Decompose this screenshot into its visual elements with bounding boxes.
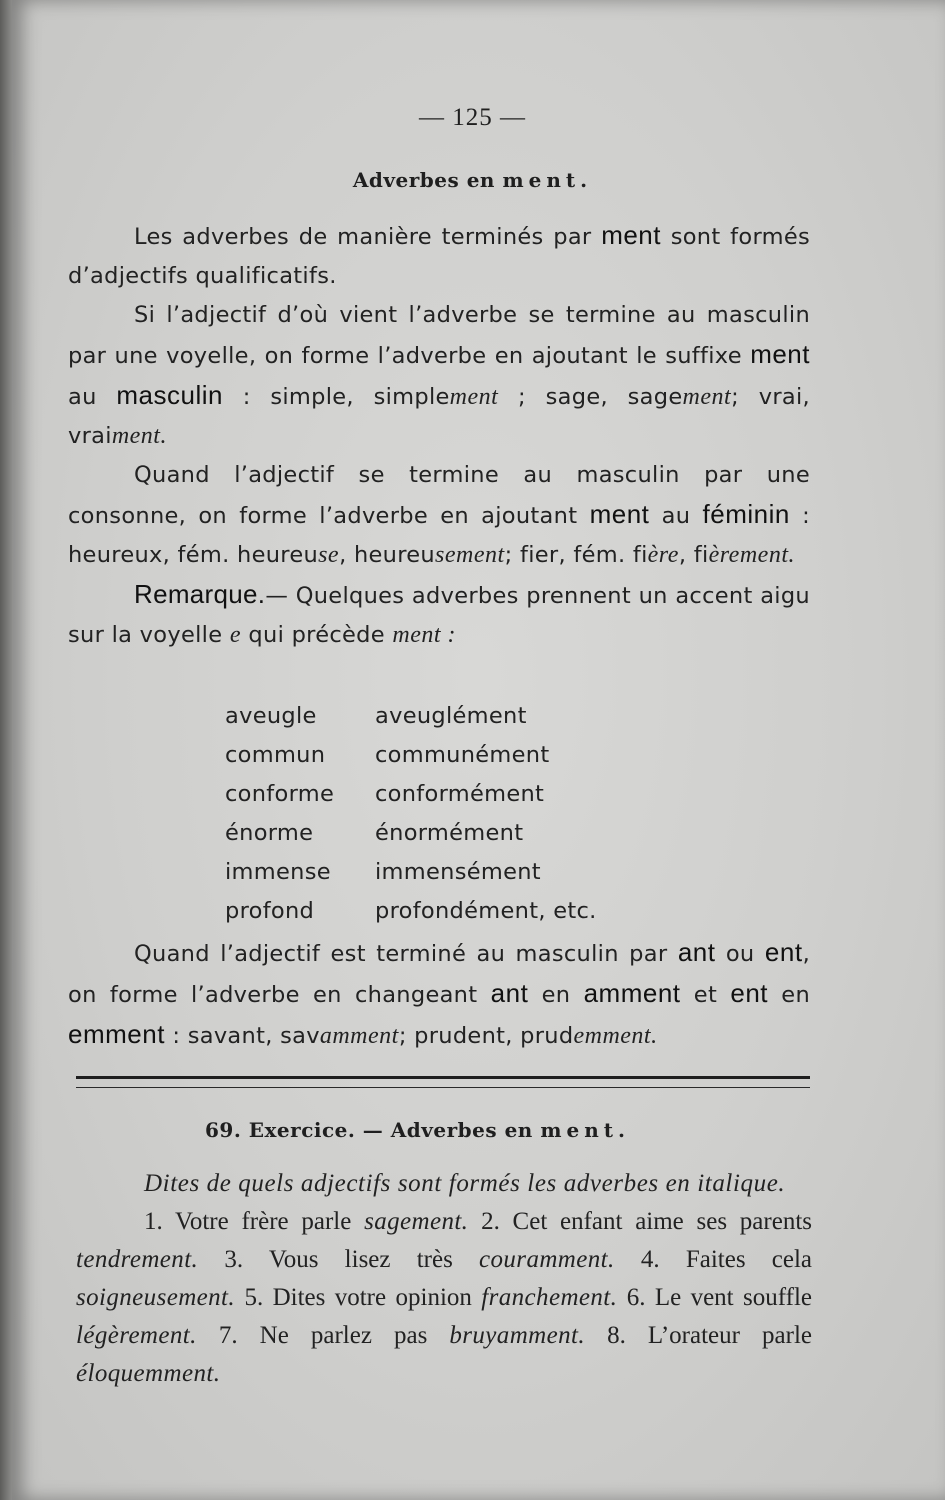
adverb-table-row	[225, 814, 597, 853]
italic-term: franchement.	[481, 1284, 618, 1311]
adjective-cell: commun	[225, 742, 326, 768]
exercise-title-prefix: 69. Exercice. — Adverbes en	[205, 1118, 533, 1142]
italic-term: éloquemment.	[76, 1360, 221, 1387]
remark-label: Remarque.	[134, 579, 266, 609]
adverb-cell: communément	[375, 742, 550, 768]
exercise-sentences: 1. Votre frère parle sagement. 2. Cet enfant aime ses parents tendrement. 3. Vous lisez très couramment. 4. Faites cela soigneusement. 5. Dites votre opinion franchement. 6. Le vent souffle légèrement. 7. Ne parlez pas bruyamment. 8. L’orateur parle éloquemment.	[76, 1208, 812, 1387]
italic-term: amment	[319, 1023, 399, 1049]
italic-term: légèrement.	[76, 1322, 197, 1349]
adverb-table-row	[225, 892, 597, 931]
emphasis-term: féminin	[702, 499, 790, 529]
emphasis-term: ent	[730, 978, 769, 1008]
adverb-table-row	[225, 736, 597, 775]
italic-term: ère	[647, 542, 679, 568]
adverb-cell: énormément	[375, 820, 524, 846]
italic-term: èrement.	[708, 542, 795, 568]
italic-term: ment	[682, 384, 732, 410]
adverb-table	[225, 697, 597, 931]
adjective-cell: aveugle	[225, 703, 317, 729]
emphasis-term: ment	[601, 220, 661, 250]
italic-term: soigneusement.	[76, 1284, 236, 1311]
italic-term: ment.	[111, 423, 167, 449]
emphasis-term: ent	[764, 937, 803, 967]
exercise-title	[205, 1118, 630, 1142]
section-title	[0, 168, 945, 192]
adjective-cell: profond	[225, 898, 315, 924]
exercise-title-suffix: ment.	[540, 1118, 630, 1142]
adverb-table-row	[225, 853, 597, 892]
paragraph-4: Quand l’adjectif est terminé au masculin par ant ou ent, on forme l’adverbe en changeant ant en amment et ent en emment : savant, savamment; prudent, prudemment.	[68, 937, 811, 1049]
section-title-prefix: Adverbes en	[352, 168, 495, 192]
emphasis-term: masculin	[116, 380, 223, 410]
adverb-table-row	[225, 775, 597, 814]
adverb-cell: aveuglément	[375, 703, 527, 729]
emphasis-term: ant	[677, 937, 716, 967]
italic-term: sagement.	[364, 1208, 469, 1235]
adjective-cell: conforme	[225, 781, 335, 807]
emphasis-term: ant	[490, 978, 529, 1008]
emphasis-term: ment	[750, 339, 810, 369]
italic-term: emment.	[573, 1023, 658, 1049]
italic-term: se	[318, 542, 340, 568]
emphasis-term: ment	[589, 499, 650, 529]
adjective-cell: énorme	[225, 820, 314, 846]
italic-term: ment :	[392, 622, 457, 648]
italic-term: tendrement.	[76, 1246, 199, 1273]
paragraph-1: Les adverbes de manière terminés par ment sont formés d’adjectifs qualificatifs.	[68, 220, 811, 289]
page-edge-shadow	[0, 0, 12, 1500]
italic-term: couramment.	[479, 1246, 615, 1273]
adverb-cell: conformément	[375, 781, 545, 807]
paragraph-3: Quand l’adjectif se termine au masculin par une consonne, on forme l’adverbe en ajoutant ment au féminin : heureux, fém. heureuse, heureusement; fier, fém. fière, fièrement.	[68, 462, 810, 568]
italic-term: e	[229, 622, 241, 648]
remark-text: — Quelques adverbes prennent un accent aigu sur la voyelle e qui précède ment :	[68, 583, 810, 648]
paragraph-2: Si l’adjectif d’où vient l’adverbe se termine au masculin par une voyelle, on forme l’adverbe en ajoutant le suffixe ment au masculin : simple, simplement ; sage, sagement; vrai, vraiment.	[68, 302, 811, 449]
italic-term: ment	[449, 384, 499, 410]
section-body	[68, 216, 810, 655]
section-body-end	[68, 933, 810, 1056]
adverb-cell: immensément	[375, 859, 541, 885]
page-number: — 125 —	[419, 104, 526, 131]
adverb-cell: profondément, etc.	[375, 898, 597, 924]
separator-rule-thin	[76, 1087, 810, 1088]
emphasis-term: amment	[583, 978, 681, 1008]
exercise-body	[76, 1165, 812, 1393]
adverb-table-row	[225, 697, 597, 736]
italic-term: sement	[435, 542, 505, 568]
exercise-instruction: Dites de quels adjectifs sont formés les adverbes en italique.	[144, 1170, 786, 1197]
italic-term: bruyamment.	[449, 1322, 586, 1349]
remark-paragraph	[68, 575, 810, 655]
emphasis-term: emment	[68, 1019, 165, 1049]
section-title-suffix: ment.	[502, 168, 593, 192]
adjective-cell: immense	[225, 859, 331, 885]
separator-rule	[76, 1076, 810, 1079]
